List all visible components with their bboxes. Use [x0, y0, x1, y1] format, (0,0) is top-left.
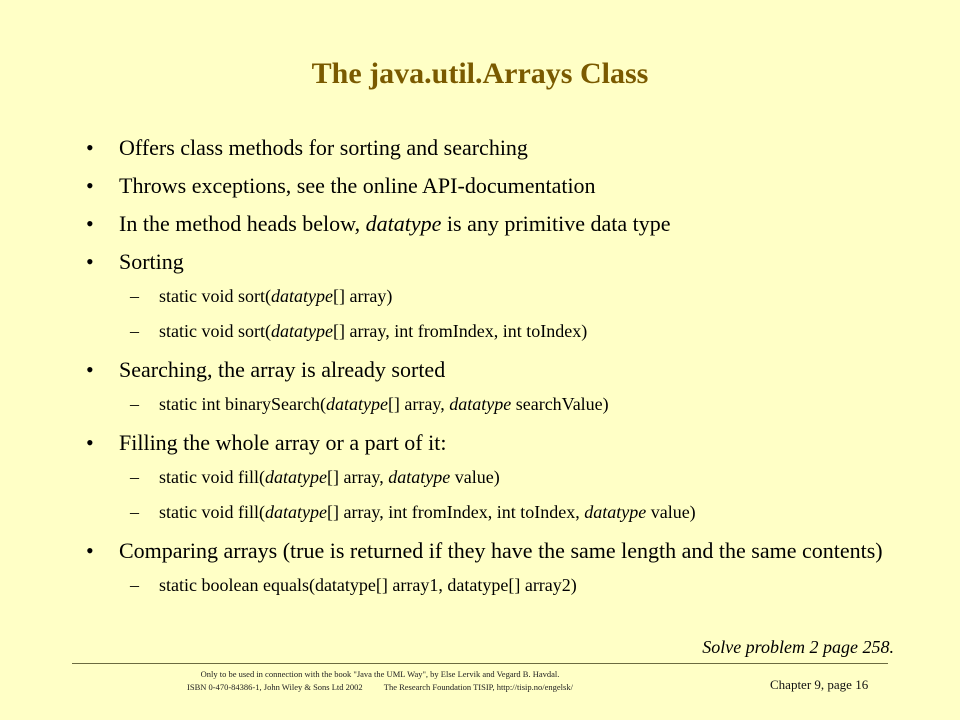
sub-marker: –	[130, 321, 139, 341]
sub-item	[82, 285, 912, 307]
sub-item	[82, 393, 912, 415]
bullet-marker: •	[86, 211, 94, 236]
bullet-marker: •	[86, 357, 94, 382]
sub-text: static void sort(datatype[] array)	[159, 286, 393, 306]
bullet-text: Sorting	[119, 249, 184, 274]
bullet-list	[82, 134, 912, 610]
bullet-marker: •	[86, 430, 94, 455]
sub-item	[82, 466, 912, 488]
bullet-text: Throws exceptions, see the online API-documentation	[119, 173, 596, 198]
footer-line-1: Only to be used in connection with the book "Java the UML Way", by Else Lervik and Vegard B. Havdal.	[200, 669, 560, 679]
bullet-marker: •	[86, 135, 94, 160]
footer-divider	[72, 663, 888, 664]
sub-marker: –	[130, 394, 139, 414]
bullet-item	[82, 172, 912, 199]
bullet-item	[82, 134, 912, 161]
bullet-text: Searching, the array is already sorted	[119, 357, 446, 382]
bullet-marker: •	[86, 538, 94, 563]
sub-marker: –	[130, 575, 139, 595]
footer-line-2: ISBN 0-470-84386-1, John Wiley & Sons Ltd 2002 The Research Foundation TISIP, http://tisip.no/engelsk/	[187, 682, 573, 692]
bullet-item	[82, 248, 912, 275]
sub-text: static void fill(datatype[] array, int fromIndex, int toIndex, datatype value)	[159, 502, 696, 522]
bullet-text: Offers class methods for sorting and searching	[119, 135, 528, 160]
solve-note: Solve problem 2 page 258.	[702, 637, 894, 657]
footer-credits	[110, 668, 650, 694]
bullet-text: Comparing arrays (true is returned if they have the same length and the same contents)	[119, 538, 883, 563]
bullet-marker: •	[86, 173, 94, 198]
sub-item	[82, 320, 912, 342]
sub-item	[82, 501, 912, 523]
sub-item	[82, 574, 912, 596]
sub-marker: –	[130, 467, 139, 487]
bullet-item	[82, 537, 912, 564]
bullet-item	[82, 356, 912, 383]
sub-marker: –	[130, 502, 139, 522]
chapter-page-label: Chapter 9, page 16	[770, 677, 869, 692]
bullet-text: In the method heads below, datatype is any primitive data type	[119, 211, 671, 236]
sub-text: static void sort(datatype[] array, int fromIndex, int toIndex)	[159, 321, 588, 341]
bullet-marker: •	[86, 249, 94, 274]
sub-marker: –	[130, 286, 139, 306]
sub-text: static void fill(datatype[] array, datatype value)	[159, 467, 500, 487]
bullet-text: Filling the whole array or a part of it:	[119, 430, 447, 455]
sub-text: static int binarySearch(datatype[] array, datatype searchValue)	[159, 394, 609, 414]
sub-text: static boolean equals(datatype[] array1, datatype[] array2)	[159, 575, 577, 595]
bullet-item	[82, 429, 912, 456]
bullet-item	[82, 210, 912, 237]
slide-title: The java.util.Arrays Class	[311, 57, 649, 90]
